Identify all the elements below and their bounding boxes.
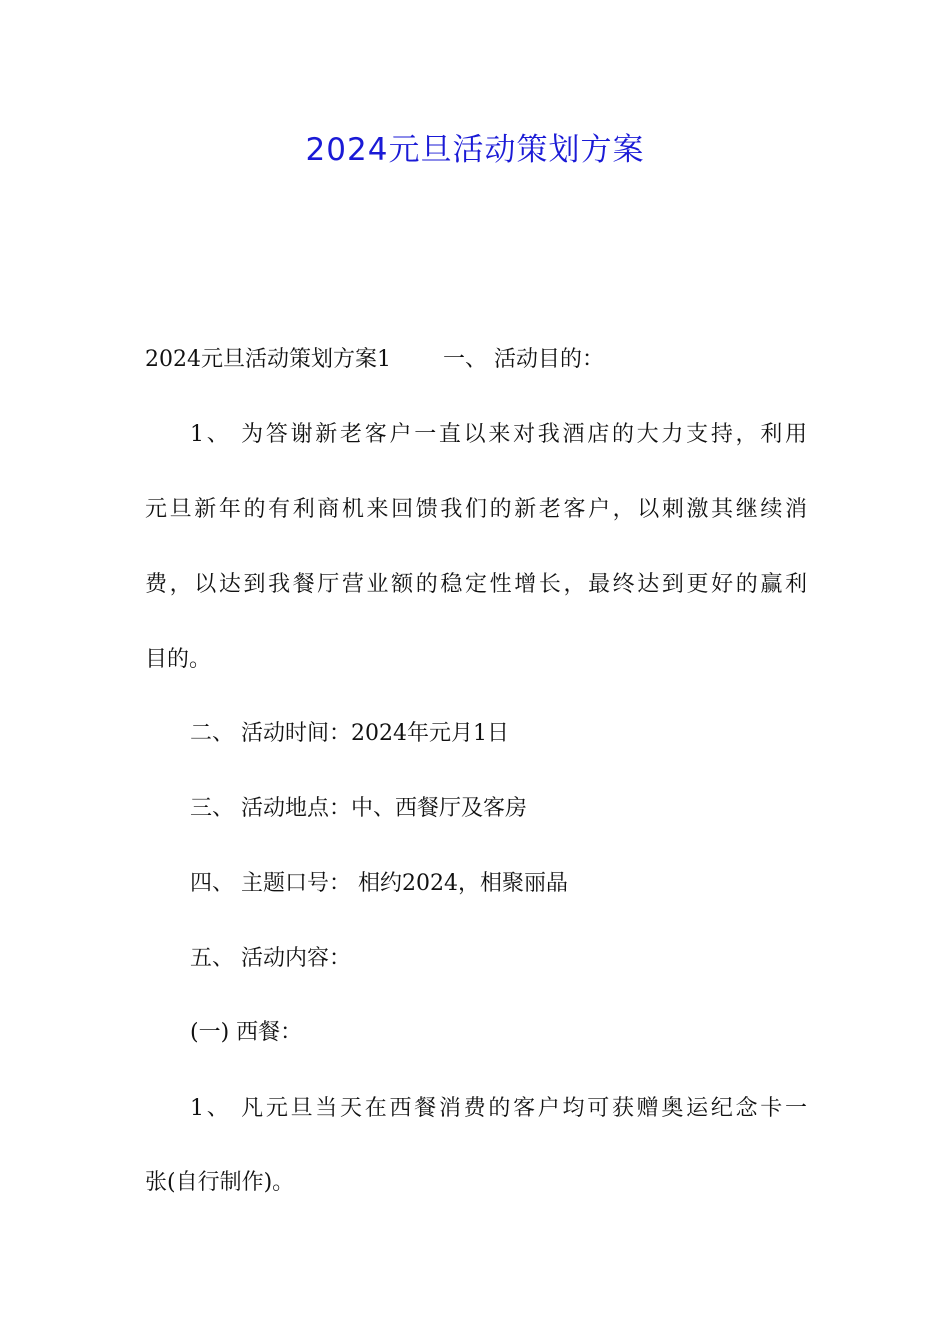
body-line-11: 1、 凡元旦当天在西餐消费的客户均可获赠奥运纪念卡一: [190, 1096, 807, 1121]
body-line-1-heading: 2024元旦活动策划方案1: [145, 347, 391, 372]
body-line-1-section: 一、 活动目的：: [443, 347, 604, 372]
document-title: 2024元旦活动策划方案: [305, 132, 645, 168]
body-line-3: 元旦新年的有利商机来回馈我们的新老客户，以刺激其继续消: [145, 497, 807, 522]
body-line-5: 目的。: [145, 647, 212, 672]
body-line-4: 费，以达到我餐厅营业额的稳定性增长，最终达到更好的赢利: [145, 572, 807, 597]
body-line-1: [145, 344, 604, 376]
body-line-9: 五、 活动内容：: [190, 946, 351, 971]
body-line-2: 1、 为答谢新老客户一直以来对我酒店的大力支持，利用: [190, 422, 807, 447]
body-line-7: 三、 活动地点：中、西餐厅及客房: [190, 796, 527, 821]
body-line-10: (一) 西餐：: [190, 1020, 303, 1045]
body-line-6: 二、 活动时间：2024年元月1日: [190, 721, 509, 746]
body-line-12: 张(自行制作)。: [145, 1170, 295, 1195]
body-line-8: 四、 主题口号： 相约2024，相聚丽晶: [190, 871, 568, 896]
